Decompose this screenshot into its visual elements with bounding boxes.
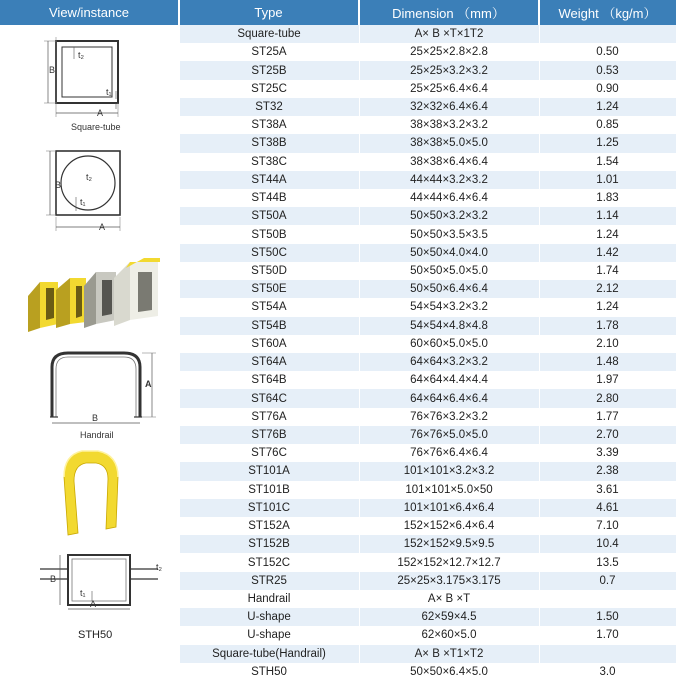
cell-weight: 1.24 (596, 301, 619, 314)
square-tube-letter-t2: t₂ (78, 50, 84, 60)
cell-dimension: 152×152×6.4×6.4 (403, 520, 495, 533)
cell-type: ST44A (251, 173, 287, 186)
cell-type: ST25C (251, 82, 287, 95)
table-row (179, 207, 676, 225)
cell-weight: 1.25 (596, 137, 619, 150)
handrail-caption: Handrail (80, 430, 114, 440)
table-row (179, 298, 676, 316)
table-row (179, 408, 676, 426)
cell-weight (539, 25, 676, 43)
cell-dimension: 50×50×3.2×3.2 (410, 210, 488, 223)
cell-weight: 10.4 (596, 538, 619, 551)
column-divider (359, 0, 360, 681)
table-row (179, 116, 676, 134)
table-row (179, 98, 676, 116)
cell-type: ST50E (251, 283, 287, 296)
cell-weight (539, 645, 676, 663)
cell-type: ST101B (248, 483, 290, 496)
cell-weight: 0.90 (596, 82, 619, 95)
cell-type: ST152B (248, 538, 290, 551)
table-row (179, 134, 676, 152)
table-row (179, 244, 676, 262)
cell-dimension: 44×44×6.4×6.4 (410, 192, 488, 205)
cell-type: STR25 (251, 574, 287, 587)
cell-weight: 2.80 (596, 392, 619, 405)
cell-weight: 0.85 (596, 119, 619, 132)
cell-dimension: 101×101×3.2×3.2 (403, 465, 495, 478)
cell-dimension: A× B ×T×1T2 (414, 28, 484, 41)
cell-weight: 1.14 (596, 210, 619, 223)
cell-weight: 0.50 (596, 46, 619, 59)
cell-type: ST54B (251, 319, 287, 332)
cell-type: ST64B (251, 374, 287, 387)
table-row (179, 153, 676, 171)
cell-dimension: 25×25×2.8×2.8 (410, 46, 488, 59)
table-row (179, 171, 676, 189)
cell-dimension: 76×76×3.2×3.2 (410, 410, 488, 423)
table-row (179, 189, 676, 207)
cell-weight: 2.70 (596, 428, 619, 441)
handrail-photo-image (60, 447, 124, 537)
cell-type: ST76A (251, 410, 287, 423)
cell-dimension: 76×76×6.4×6.4 (410, 447, 488, 460)
cell-dimension: 64×64×6.4×6.4 (410, 392, 488, 405)
cell-weight: 4.61 (596, 501, 619, 514)
cell-dimension: 101×101×6.4×6.4 (403, 501, 495, 514)
cell-weight: 3.61 (596, 483, 619, 496)
cell-type: ST54A (251, 301, 287, 314)
cell-type: ST76C (251, 447, 287, 460)
cell-type: ST32 (255, 100, 283, 113)
cell-type: ST38C (251, 155, 287, 168)
cell-weight: 1.24 (596, 100, 619, 113)
cell-dimension: 62×60×5.0 (421, 629, 477, 642)
cell-weight: 2.12 (596, 283, 619, 296)
cell-weight: 3.39 (596, 447, 619, 460)
cell-type: ST25B (251, 64, 287, 77)
table-row (179, 462, 676, 480)
cell-type: ST64C (251, 392, 287, 405)
view-instance-column (0, 25, 179, 681)
cell-type: STH50 (251, 665, 287, 678)
cell-type: U-shape (247, 611, 291, 624)
table-row (179, 389, 676, 407)
table-row (179, 572, 676, 590)
round-tube-letter-t2: t₂ (86, 172, 92, 182)
square-tube-letter-t1: t₁ (106, 87, 112, 97)
round-tube-diagram (42, 147, 142, 237)
cell-dimension: 76×76×5.0×5.0 (410, 428, 488, 441)
sth50-letter-a: A (90, 599, 97, 609)
cell-type: ST60A (251, 337, 287, 350)
header-type-label: Type (254, 5, 283, 20)
cell-dimension: 64×64×3.2×3.2 (410, 356, 488, 369)
cell-dimension: A× B ×T (427, 592, 471, 605)
cell-dimension: 25×25×3.175×3.175 (397, 574, 501, 587)
table-row (179, 590, 676, 608)
table-row (179, 663, 676, 681)
cell-dimension: 54×54×4.8×4.8 (410, 319, 488, 332)
cell-dimension: 152×152×12.7×12.7 (397, 556, 501, 569)
header-dimension (359, 0, 538, 25)
handrail-letter-a: A (145, 379, 152, 389)
cell-dimension: 54×54×3.2×3.2 (410, 301, 488, 314)
square-tube-letter-b: B (49, 65, 56, 75)
cell-dimension: 32×32×6.4×6.4 (410, 100, 488, 113)
round-tube-letter-t1: t₁ (80, 197, 86, 207)
cell-dimension: 101×101×5.0×50 (405, 483, 493, 496)
cell-weight: 1.01 (596, 173, 619, 186)
table-row (179, 225, 676, 243)
table-row (179, 444, 676, 462)
cell-dimension: 62×59×4.5 (421, 611, 477, 624)
cell-type: ST50A (251, 210, 287, 223)
cell-dimension: 50×50×6.4×5.0 (410, 665, 488, 678)
cell-dimension: 50×50×4.0×4.0 (410, 246, 488, 259)
cell-type: ST50D (251, 264, 287, 277)
cell-dimension: 38×38×3.2×3.2 (410, 119, 488, 132)
cell-weight: 1.54 (596, 155, 619, 168)
handrail-letter-b: B (92, 413, 99, 423)
table-row (179, 517, 676, 535)
round-tube-letter-a: A (99, 222, 106, 232)
cell-type: ST44B (251, 192, 287, 205)
table-row (179, 645, 676, 663)
square-tube-caption: Square-tube (71, 122, 121, 132)
cell-weight: 2.10 (596, 337, 619, 350)
cell-dimension: 50×50×5.0×5.0 (410, 264, 488, 277)
header-type (179, 0, 358, 25)
cell-dimension: 38×38×5.0×5.0 (410, 137, 488, 150)
header-weight-label: Weight （kg/m） (558, 6, 657, 21)
table-row (179, 80, 676, 98)
cell-weight: 3.0 (599, 665, 616, 678)
cell-dimension: 50×50×3.5×3.5 (410, 228, 488, 241)
header-view-instance-label: View/instance (49, 5, 129, 20)
cell-type: ST101A (248, 465, 290, 478)
table-row (179, 43, 676, 61)
square-tube-letter-a: A (97, 108, 104, 118)
cell-type: ST50B (251, 228, 287, 241)
column-divider (539, 0, 540, 681)
table-row (179, 626, 676, 644)
table-row (179, 280, 676, 298)
table-row (179, 262, 676, 280)
profile-samples-image (26, 258, 162, 332)
cell-type: Square-tube(Handrail) (212, 647, 326, 660)
cell-type: ST152C (247, 556, 291, 569)
table-row (179, 481, 676, 499)
cell-dimension: 64×64×4.4×4.4 (410, 374, 488, 387)
cell-weight: 1.78 (596, 319, 619, 332)
cell-type: ST38A (251, 119, 287, 132)
cell-weight: 1.42 (596, 246, 619, 259)
cell-dimension: 25×25×6.4×6.4 (410, 82, 488, 95)
table-row (179, 608, 676, 626)
table-row (179, 535, 676, 553)
cell-weight: 0.53 (596, 64, 619, 77)
sth50-caption: STH50 (78, 629, 113, 641)
cell-type: ST38B (251, 137, 287, 150)
cell-weight: 7.10 (596, 520, 619, 533)
cell-weight: 1.48 (596, 356, 619, 369)
column-divider (179, 0, 180, 681)
cell-type: ST101C (247, 501, 291, 514)
header-dimension-label: Dimension （mm） (392, 6, 505, 21)
cell-type: Square-tube (237, 28, 301, 41)
cell-type: Handrail (247, 592, 291, 605)
table-row (179, 499, 676, 517)
sth50-letter-t1: t₁ (80, 588, 86, 598)
round-tube-letter-b: B (55, 180, 62, 190)
cell-dimension: 60×60×5.0×5.0 (410, 337, 488, 350)
cell-weight: 13.5 (596, 556, 619, 569)
cell-weight (539, 590, 676, 608)
cell-type: ST64A (251, 356, 287, 369)
cell-dimension: 44×44×3.2×3.2 (410, 173, 488, 186)
table-row (179, 335, 676, 353)
table-row (179, 61, 676, 79)
cell-weight: 1.24 (596, 228, 619, 241)
table-row (179, 553, 676, 571)
cell-type: ST50C (251, 246, 287, 259)
cell-dimension: 152×152×9.5×9.5 (403, 538, 495, 551)
cell-dimension: 38×38×6.4×6.4 (410, 155, 488, 168)
cell-dimension: 50×50×6.4×6.4 (410, 283, 488, 296)
table-row (179, 317, 676, 335)
cell-weight: 2.38 (596, 465, 619, 478)
table-row (179, 353, 676, 371)
cell-weight: 1.70 (596, 629, 619, 642)
cell-type: ST25A (251, 46, 287, 59)
cell-type: ST76B (251, 428, 287, 441)
cell-dimension: A× B ×T1×T2 (414, 647, 484, 660)
header-view-instance (0, 0, 178, 25)
cell-weight: 1.74 (596, 264, 619, 277)
cell-dimension: 25×25×3.2×3.2 (410, 64, 488, 77)
handrail-diagram (40, 347, 160, 431)
sth50-letter-t2: t₂ (156, 562, 162, 572)
table-row (179, 371, 676, 389)
cell-weight: 1.50 (596, 611, 619, 624)
table-row (179, 426, 676, 444)
cell-weight: 1.97 (596, 374, 619, 387)
table-row (179, 25, 676, 43)
cell-weight: 1.83 (596, 192, 619, 205)
square-tube-diagram (40, 33, 140, 123)
sth50-letter-b: B (50, 574, 57, 584)
header-weight (539, 0, 676, 25)
cell-weight: 0.7 (599, 574, 616, 587)
cell-type: ST152A (248, 520, 290, 533)
cell-weight: 1.77 (596, 410, 619, 423)
cell-type: U-shape (247, 629, 291, 642)
